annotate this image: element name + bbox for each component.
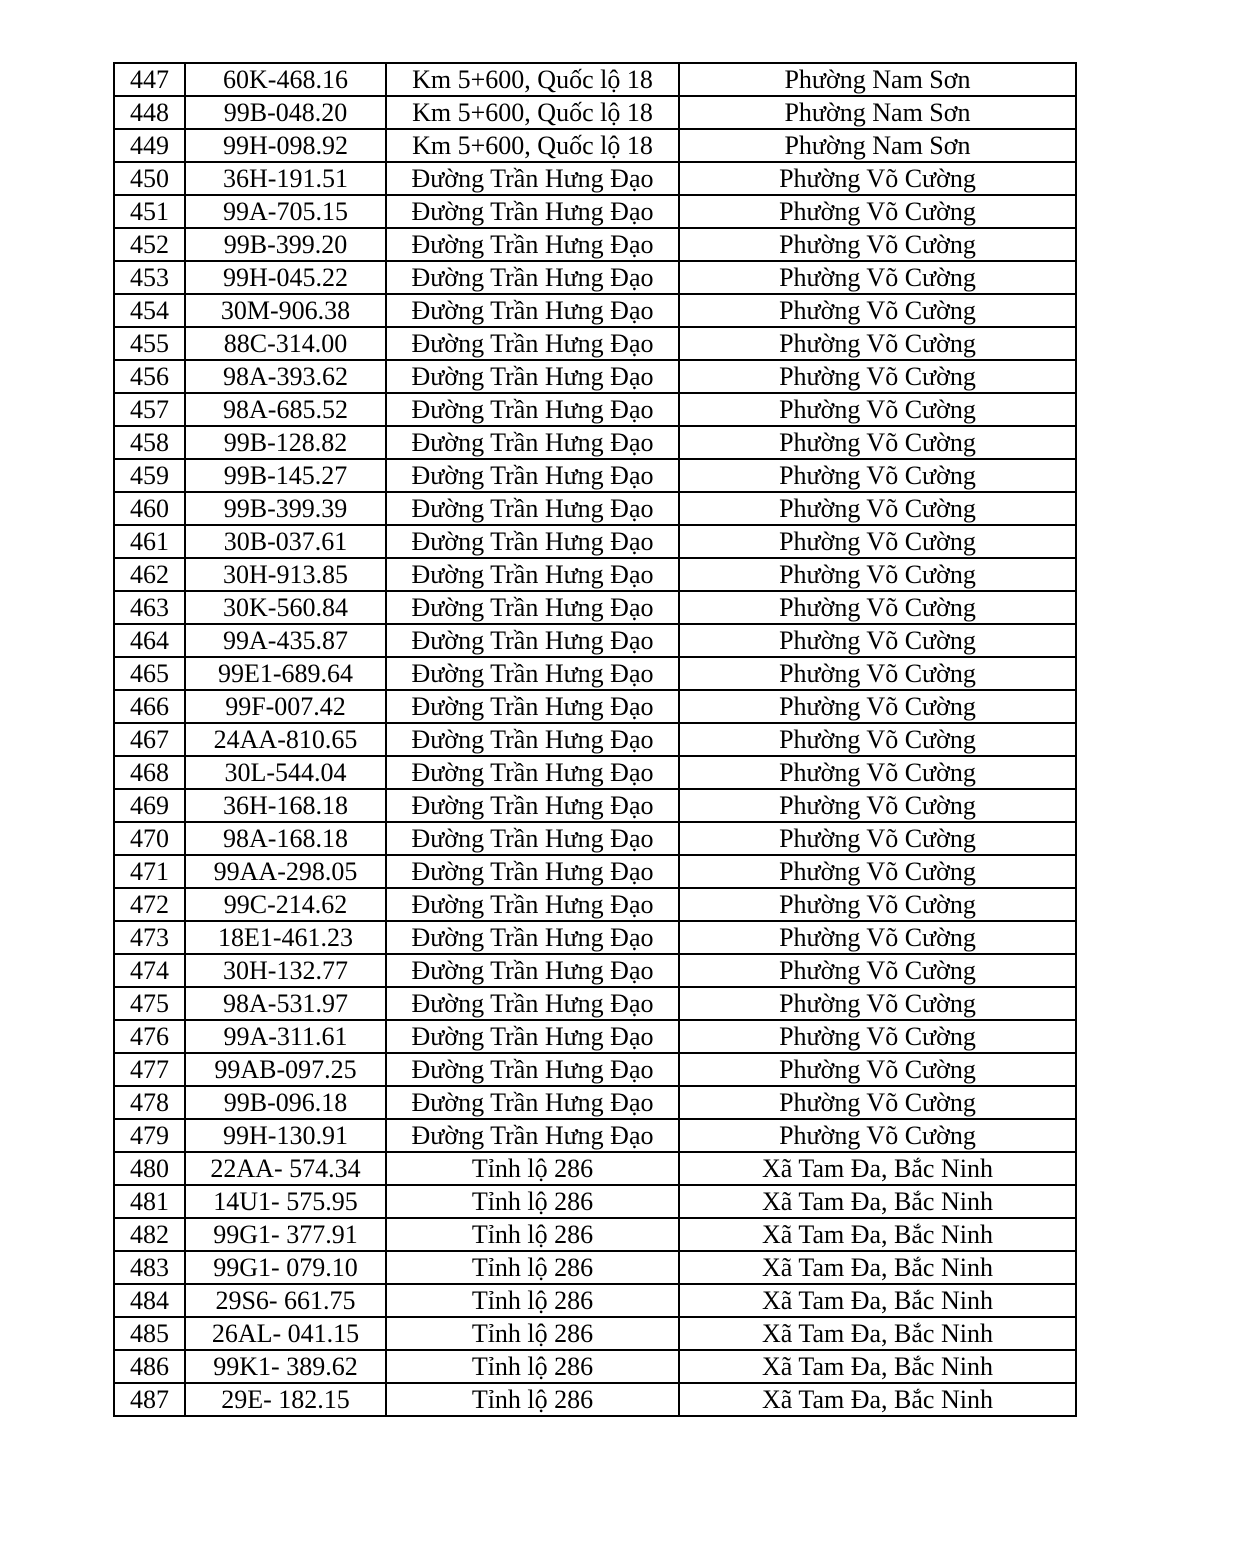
row-number-cell: 486: [114, 1350, 185, 1383]
ward-cell: Phường Võ Cường: [679, 987, 1076, 1020]
table-row: [114, 63, 1076, 96]
location-cell: Đường Trần Hưng Đạo: [386, 789, 679, 822]
license-plate-cell: 29S6- 661.75: [185, 1284, 386, 1317]
table-row: [114, 855, 1076, 888]
table-row: [114, 723, 1076, 756]
location-cell: Đường Trần Hưng Đạo: [386, 162, 679, 195]
row-number-cell: 452: [114, 228, 185, 261]
location-cell: Đường Trần Hưng Đạo: [386, 624, 679, 657]
location-cell: Km 5+600, Quốc lộ 18: [386, 129, 679, 162]
table-row: [114, 1185, 1076, 1218]
location-cell: Đường Trần Hưng Đạo: [386, 888, 679, 921]
ward-cell: Phường Nam Sơn: [679, 96, 1076, 129]
row-number-cell: 478: [114, 1086, 185, 1119]
row-number-cell: 475: [114, 987, 185, 1020]
table-row: [114, 1350, 1076, 1383]
license-plate-cell: 22AA- 574.34: [185, 1152, 386, 1185]
ward-cell: Phường Võ Cường: [679, 426, 1076, 459]
ward-cell: Phường Võ Cường: [679, 162, 1076, 195]
location-cell: Đường Trần Hưng Đạo: [386, 855, 679, 888]
license-plate-cell: 99E1-689.64: [185, 657, 386, 690]
ward-cell: Phường Võ Cường: [679, 789, 1076, 822]
location-cell: Đường Trần Hưng Đạo: [386, 426, 679, 459]
row-number-cell: 480: [114, 1152, 185, 1185]
ward-cell: Phường Nam Sơn: [679, 129, 1076, 162]
table-row: [114, 195, 1076, 228]
ward-cell: Xã Tam Đa, Bắc Ninh: [679, 1350, 1076, 1383]
row-number-cell: 451: [114, 195, 185, 228]
location-cell: Đường Trần Hưng Đạo: [386, 459, 679, 492]
row-number-cell: 461: [114, 525, 185, 558]
table-row: [114, 228, 1076, 261]
ward-cell: Xã Tam Đa, Bắc Ninh: [679, 1152, 1076, 1185]
location-cell: Tỉnh lộ 286: [386, 1152, 679, 1185]
row-number-cell: 458: [114, 426, 185, 459]
location-cell: Km 5+600, Quốc lộ 18: [386, 63, 679, 96]
table-row: [114, 624, 1076, 657]
ward-cell: Phường Nam Sơn: [679, 63, 1076, 96]
license-plate-cell: 99A-705.15: [185, 195, 386, 228]
license-plate-cell: 99H-130.91: [185, 1119, 386, 1152]
ward-cell: Phường Võ Cường: [679, 492, 1076, 525]
location-cell: Đường Trần Hưng Đạo: [386, 954, 679, 987]
location-cell: Tỉnh lộ 286: [386, 1218, 679, 1251]
ward-cell: Xã Tam Đa, Bắc Ninh: [679, 1251, 1076, 1284]
ward-cell: Xã Tam Đa, Bắc Ninh: [679, 1185, 1076, 1218]
row-number-cell: 487: [114, 1383, 185, 1416]
row-number-cell: 460: [114, 492, 185, 525]
table-row: [114, 987, 1076, 1020]
row-number-cell: 481: [114, 1185, 185, 1218]
license-plate-cell: 14U1- 575.95: [185, 1185, 386, 1218]
table-row: [114, 162, 1076, 195]
location-cell: Đường Trần Hưng Đạo: [386, 723, 679, 756]
table-body: [114, 63, 1076, 1416]
license-plate-cell: 30H-132.77: [185, 954, 386, 987]
location-cell: Tỉnh lộ 286: [386, 1317, 679, 1350]
table-row: [114, 822, 1076, 855]
location-cell: Đường Trần Hưng Đạo: [386, 1119, 679, 1152]
ward-cell: Phường Võ Cường: [679, 855, 1076, 888]
ward-cell: Phường Võ Cường: [679, 657, 1076, 690]
ward-cell: Phường Võ Cường: [679, 723, 1076, 756]
row-number-cell: 457: [114, 393, 185, 426]
license-plate-cell: 36H-191.51: [185, 162, 386, 195]
row-number-cell: 456: [114, 360, 185, 393]
location-cell: Đường Trần Hưng Đạo: [386, 822, 679, 855]
ward-cell: Xã Tam Đa, Bắc Ninh: [679, 1284, 1076, 1317]
ward-cell: Phường Võ Cường: [679, 591, 1076, 624]
location-cell: Đường Trần Hưng Đạo: [386, 591, 679, 624]
row-number-cell: 479: [114, 1119, 185, 1152]
location-cell: Đường Trần Hưng Đạo: [386, 393, 679, 426]
license-plate-cell: 99A-311.61: [185, 1020, 386, 1053]
table-row: [114, 1152, 1076, 1185]
ward-cell: Phường Võ Cường: [679, 327, 1076, 360]
license-plate-cell: 30H-913.85: [185, 558, 386, 591]
ward-cell: Phường Võ Cường: [679, 1119, 1076, 1152]
location-cell: Đường Trần Hưng Đạo: [386, 492, 679, 525]
table-row: [114, 1251, 1076, 1284]
table-row: [114, 294, 1076, 327]
license-plate-cell: 99F-007.42: [185, 690, 386, 723]
ward-cell: Phường Võ Cường: [679, 1053, 1076, 1086]
license-plate-cell: 99B-096.18: [185, 1086, 386, 1119]
table-row: [114, 690, 1076, 723]
row-number-cell: 472: [114, 888, 185, 921]
row-number-cell: 484: [114, 1284, 185, 1317]
location-cell: Đường Trần Hưng Đạo: [386, 756, 679, 789]
license-plate-cell: 99B-145.27: [185, 459, 386, 492]
row-number-cell: 449: [114, 129, 185, 162]
table-row: [114, 1218, 1076, 1251]
table-row: [114, 1284, 1076, 1317]
license-plate-cell: 99B-399.39: [185, 492, 386, 525]
ward-cell: Phường Võ Cường: [679, 954, 1076, 987]
row-number-cell: 471: [114, 855, 185, 888]
location-cell: Tỉnh lộ 286: [386, 1284, 679, 1317]
row-number-cell: 454: [114, 294, 185, 327]
violation-table: [113, 62, 1077, 1417]
license-plate-cell: 99G1- 377.91: [185, 1218, 386, 1251]
table-row: [114, 1020, 1076, 1053]
location-cell: Đường Trần Hưng Đạo: [386, 921, 679, 954]
row-number-cell: 462: [114, 558, 185, 591]
row-number-cell: 476: [114, 1020, 185, 1053]
table-row: [114, 129, 1076, 162]
license-plate-cell: 99B-048.20: [185, 96, 386, 129]
ward-cell: Phường Võ Cường: [679, 393, 1076, 426]
ward-cell: Phường Võ Cường: [679, 690, 1076, 723]
license-plate-cell: 99C-214.62: [185, 888, 386, 921]
location-cell: Đường Trần Hưng Đạo: [386, 195, 679, 228]
table-row: [114, 888, 1076, 921]
license-plate-cell: 99B-399.20: [185, 228, 386, 261]
table-row: [114, 657, 1076, 690]
row-number-cell: 470: [114, 822, 185, 855]
ward-cell: Phường Võ Cường: [679, 360, 1076, 393]
row-number-cell: 468: [114, 756, 185, 789]
license-plate-cell: 99H-098.92: [185, 129, 386, 162]
table-row: [114, 327, 1076, 360]
license-plate-cell: 98A-685.52: [185, 393, 386, 426]
ward-cell: Phường Võ Cường: [679, 1086, 1076, 1119]
table-row: [114, 1053, 1076, 1086]
ward-cell: Xã Tam Đa, Bắc Ninh: [679, 1317, 1076, 1350]
row-number-cell: 463: [114, 591, 185, 624]
table-row: [114, 459, 1076, 492]
license-plate-cell: 99A-435.87: [185, 624, 386, 657]
row-number-cell: 453: [114, 261, 185, 294]
row-number-cell: 469: [114, 789, 185, 822]
location-cell: Đường Trần Hưng Đạo: [386, 327, 679, 360]
license-plate-cell: 99AA-298.05: [185, 855, 386, 888]
table-row: [114, 1383, 1076, 1416]
table-row: [114, 954, 1076, 987]
license-plate-cell: 30B-037.61: [185, 525, 386, 558]
table-row: [114, 492, 1076, 525]
location-cell: Đường Trần Hưng Đạo: [386, 987, 679, 1020]
row-number-cell: 483: [114, 1251, 185, 1284]
ward-cell: Xã Tam Đa, Bắc Ninh: [679, 1383, 1076, 1416]
ward-cell: Phường Võ Cường: [679, 888, 1076, 921]
ward-cell: Phường Võ Cường: [679, 921, 1076, 954]
row-number-cell: 447: [114, 63, 185, 96]
location-cell: Đường Trần Hưng Đạo: [386, 1020, 679, 1053]
table-row: [114, 525, 1076, 558]
license-plate-cell: 24AA-810.65: [185, 723, 386, 756]
ward-cell: Phường Võ Cường: [679, 525, 1076, 558]
ward-cell: Phường Võ Cường: [679, 228, 1076, 261]
table-row: [114, 789, 1076, 822]
license-plate-cell: 98A-168.18: [185, 822, 386, 855]
location-cell: Đường Trần Hưng Đạo: [386, 690, 679, 723]
ward-cell: Phường Võ Cường: [679, 1020, 1076, 1053]
license-plate-cell: 18E1-461.23: [185, 921, 386, 954]
license-plate-cell: 99K1- 389.62: [185, 1350, 386, 1383]
license-plate-cell: 99AB-097.25: [185, 1053, 386, 1086]
location-cell: Đường Trần Hưng Đạo: [386, 360, 679, 393]
row-number-cell: 459: [114, 459, 185, 492]
location-cell: Tỉnh lộ 286: [386, 1251, 679, 1284]
license-plate-cell: 60K-468.16: [185, 63, 386, 96]
location-cell: Tỉnh lộ 286: [386, 1185, 679, 1218]
license-plate-cell: 30L-544.04: [185, 756, 386, 789]
table-row: [114, 1317, 1076, 1350]
location-cell: Đường Trần Hưng Đạo: [386, 1053, 679, 1086]
license-plate-cell: 26AL- 041.15: [185, 1317, 386, 1350]
location-cell: Đường Trần Hưng Đạo: [386, 657, 679, 690]
license-plate-cell: 36H-168.18: [185, 789, 386, 822]
ward-cell: Phường Võ Cường: [679, 822, 1076, 855]
location-cell: Đường Trần Hưng Đạo: [386, 558, 679, 591]
license-plate-cell: 29E- 182.15: [185, 1383, 386, 1416]
row-number-cell: 467: [114, 723, 185, 756]
location-cell: Km 5+600, Quốc lộ 18: [386, 96, 679, 129]
location-cell: Đường Trần Hưng Đạo: [386, 261, 679, 294]
license-plate-cell: 30K-560.84: [185, 591, 386, 624]
license-plate-cell: 99G1- 079.10: [185, 1251, 386, 1284]
location-cell: Đường Trần Hưng Đạo: [386, 294, 679, 327]
ward-cell: Xã Tam Đa, Bắc Ninh: [679, 1218, 1076, 1251]
location-cell: Đường Trần Hưng Đạo: [386, 228, 679, 261]
table-row: [114, 756, 1076, 789]
table-row: [114, 426, 1076, 459]
row-number-cell: 466: [114, 690, 185, 723]
ward-cell: Phường Võ Cường: [679, 294, 1076, 327]
row-number-cell: 482: [114, 1218, 185, 1251]
row-number-cell: 448: [114, 96, 185, 129]
table-row: [114, 558, 1076, 591]
table-row: [114, 261, 1076, 294]
row-number-cell: 465: [114, 657, 185, 690]
ward-cell: Phường Võ Cường: [679, 558, 1076, 591]
table-row: [114, 1086, 1076, 1119]
ward-cell: Phường Võ Cường: [679, 195, 1076, 228]
license-plate-cell: 98A-531.97: [185, 987, 386, 1020]
license-plate-cell: 98A-393.62: [185, 360, 386, 393]
row-number-cell: 473: [114, 921, 185, 954]
license-plate-cell: 30M-906.38: [185, 294, 386, 327]
ward-cell: Phường Võ Cường: [679, 756, 1076, 789]
table-row: [114, 393, 1076, 426]
row-number-cell: 485: [114, 1317, 185, 1350]
location-cell: Tỉnh lộ 286: [386, 1350, 679, 1383]
row-number-cell: 455: [114, 327, 185, 360]
location-cell: Đường Trần Hưng Đạo: [386, 1086, 679, 1119]
ward-cell: Phường Võ Cường: [679, 261, 1076, 294]
row-number-cell: 464: [114, 624, 185, 657]
row-number-cell: 477: [114, 1053, 185, 1086]
table-row: [114, 1119, 1076, 1152]
row-number-cell: 474: [114, 954, 185, 987]
license-plate-cell: 99B-128.82: [185, 426, 386, 459]
location-cell: Đường Trần Hưng Đạo: [386, 525, 679, 558]
table-row: [114, 96, 1076, 129]
table-row: [114, 921, 1076, 954]
table-row: [114, 591, 1076, 624]
ward-cell: Phường Võ Cường: [679, 624, 1076, 657]
table-row: [114, 360, 1076, 393]
ward-cell: Phường Võ Cường: [679, 459, 1076, 492]
location-cell: Tỉnh lộ 286: [386, 1383, 679, 1416]
row-number-cell: 450: [114, 162, 185, 195]
license-plate-cell: 88C-314.00: [185, 327, 386, 360]
license-plate-cell: 99H-045.22: [185, 261, 386, 294]
